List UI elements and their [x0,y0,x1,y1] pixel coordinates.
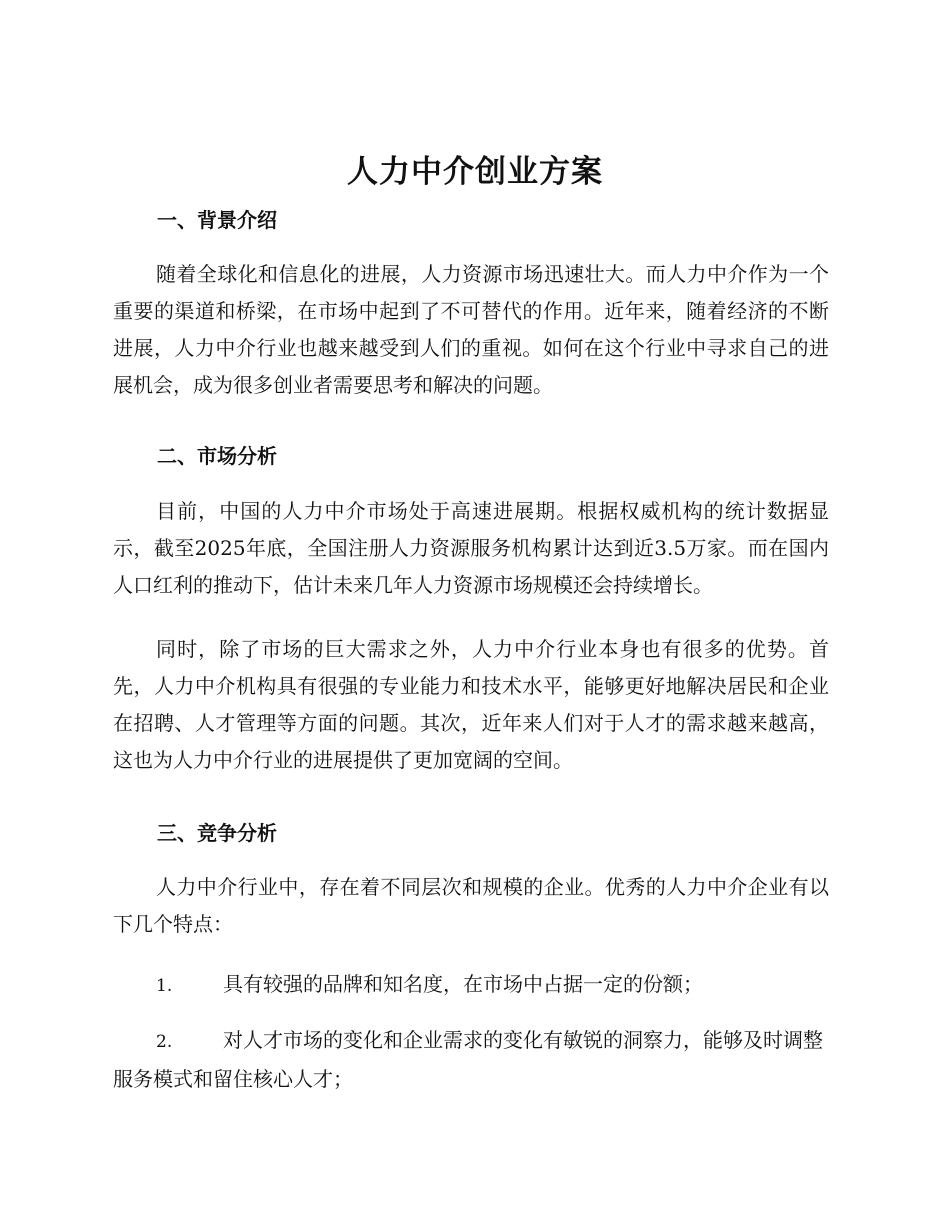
document-title: 人力中介创业方案 [347,154,603,190]
list-item [113,966,829,1005]
paragraph-market-1: 目前，中国的人力中介市场处于高速进展期。根据权威机构的统计数据显示，截至2025年底，全国注册人力资源服务机构累计达到近3.5万家。而在国内人口红利的推动下，估计未来几年人力资源市场规模还会持续增长。 [113,499,829,597]
paragraph-competition: 人力中介行业中，存在着不同层次和规模的企业。优秀的人力中介企业有以下几个特点： [113,875,829,936]
list-item-number: 2. [156,1032,173,1052]
list-item-number: 1. [156,976,173,996]
section-heading-competition: 三、竞争分析 [157,821,277,845]
list-item [113,1022,829,1098]
section-heading-market: 二、市场分析 [157,444,277,468]
list-item-text: 具有较强的品牌和知名度，在市场中占据一定的份额； [223,972,703,996]
list-item-text: 对人才市场的变化和企业需求的变化有敏锐的洞察力，能够及时调整服务模式和留住核心人才； [113,1028,823,1091]
paragraph-market-2: 同时，除了市场的巨大需求之外，人力中介行业本身也有很多的优势。首先，人力中介机构具有很强的专业能力和技术水平，能够更好地解决居民和企业在招聘、人才管理等方面的问题。其次，近年来人们对于人才的需求越来越高，这也为人力中介行业的进展提供了更加宽阔的空间。 [113,637,829,772]
paragraph-background: 随着全球化和信息化的进展，人力资源市场迅速壮大。而人力中介作为一个重要的渠道和桥梁，在市场中起到了不可替代的作用。近年来，随着经济的不断进展，人力中介行业也越来越受到人们的重视。如何在这个行业中寻求自己的进展机会，成为很多创业者需要思考和解决的问题。 [113,262,829,397]
section-heading-background: 一、背景介绍 [157,208,277,232]
